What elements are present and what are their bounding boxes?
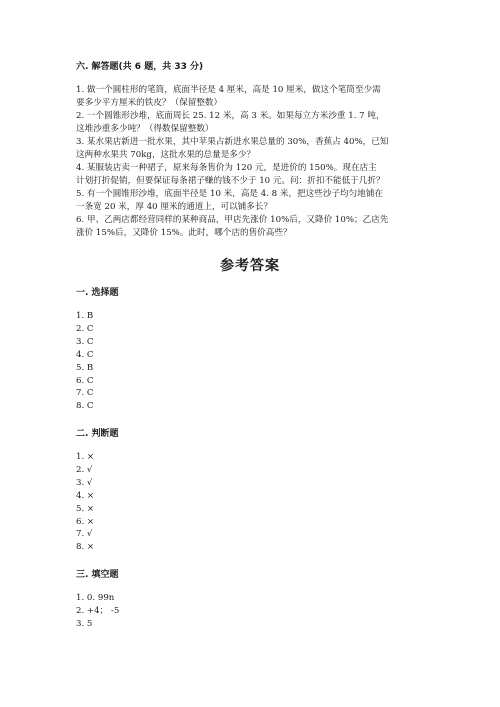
list-item: 3. √	[76, 477, 93, 488]
list-item: 3. 5	[76, 618, 93, 629]
list-item: 1. ×	[76, 452, 95, 462]
question-line: 这两种水果共 70kg，这批水果的总量是多少？	[76, 150, 256, 160]
list-item: 1. B	[76, 311, 94, 321]
question-line: 2. 一个圆锥形沙堆，底面周长 25. 12 米，高 3 米。如果每立方米沙重 1. 7 吨，	[76, 111, 385, 121]
judge-answer-list	[76, 451, 94, 554]
list-item: 2. √	[76, 464, 93, 475]
list-item: 4. C	[76, 349, 94, 360]
choice-answer-list	[76, 310, 94, 413]
question-line: 1. 做一个圆柱形的笔筒，底面半径是 4 厘米，高是 10 厘米，做这个笔筒至少需	[76, 85, 381, 95]
list-item: 1. 0. 99n	[76, 593, 115, 603]
section-heading-judge: 二. 判断题	[76, 429, 119, 439]
question-line: 这堆沙重多少吨？（得数保留整数）	[76, 124, 214, 134]
list-item: 8. ×	[76, 542, 95, 553]
list-item: 6. ×	[76, 516, 95, 527]
question-line: 一条宽 20 米，厚 40 厘米的通道上，可以铺多长？	[76, 202, 273, 212]
section-heading-fill: 三. 填空题	[76, 570, 119, 580]
section-heading-choice: 一. 选择题	[76, 288, 119, 298]
list-item: 5. B	[76, 362, 94, 373]
list-item: 2. C	[76, 323, 94, 334]
section-heading-solve: 六. 解答题(共 6 题，共 33 分)	[76, 62, 204, 72]
list-item: 6. C	[76, 375, 94, 386]
question-line: 要多少平方厘米的铁皮？（保留整数）	[76, 98, 223, 108]
list-item: 3. C	[76, 336, 94, 347]
list-item: 4. ×	[76, 490, 95, 501]
question-line: 6. 甲、乙两店都经营同样的某种商品，甲店先涨价 10%后，又降价 10%；乙店先	[76, 215, 389, 225]
list-item: 8. C	[76, 401, 94, 412]
list-item: 7. C	[76, 388, 94, 399]
question-line: 3. 某水果店新进一批水果，其中苹果占新进水果总量的 30%，香蕉占 40%，已知	[76, 137, 389, 147]
list-item: 7. √	[76, 529, 93, 540]
question-line: 4. 某服装店卖一种裙子，原来每条售价为 120 元，是进价的 150%。现在店主	[76, 163, 377, 173]
answers-title: 参考答案	[220, 258, 280, 274]
fill-answer-list	[76, 592, 119, 631]
question-line: 涨价 15%后，又降价 15%。此时，哪个店的售价高些？	[76, 228, 292, 238]
list-item: 2. +4； -5	[76, 605, 120, 616]
question-line: 5. 有一个圆锥形沙堆，底面半径是 10 米，高是 4. 8 米，把这些沙子均匀地铺在	[76, 189, 384, 199]
question-line: 计划打折促销，但要保证每条裙子赚的钱不少于 10 元。问：折扣不能低于几折？	[76, 176, 385, 186]
list-item: 5. ×	[76, 503, 95, 514]
